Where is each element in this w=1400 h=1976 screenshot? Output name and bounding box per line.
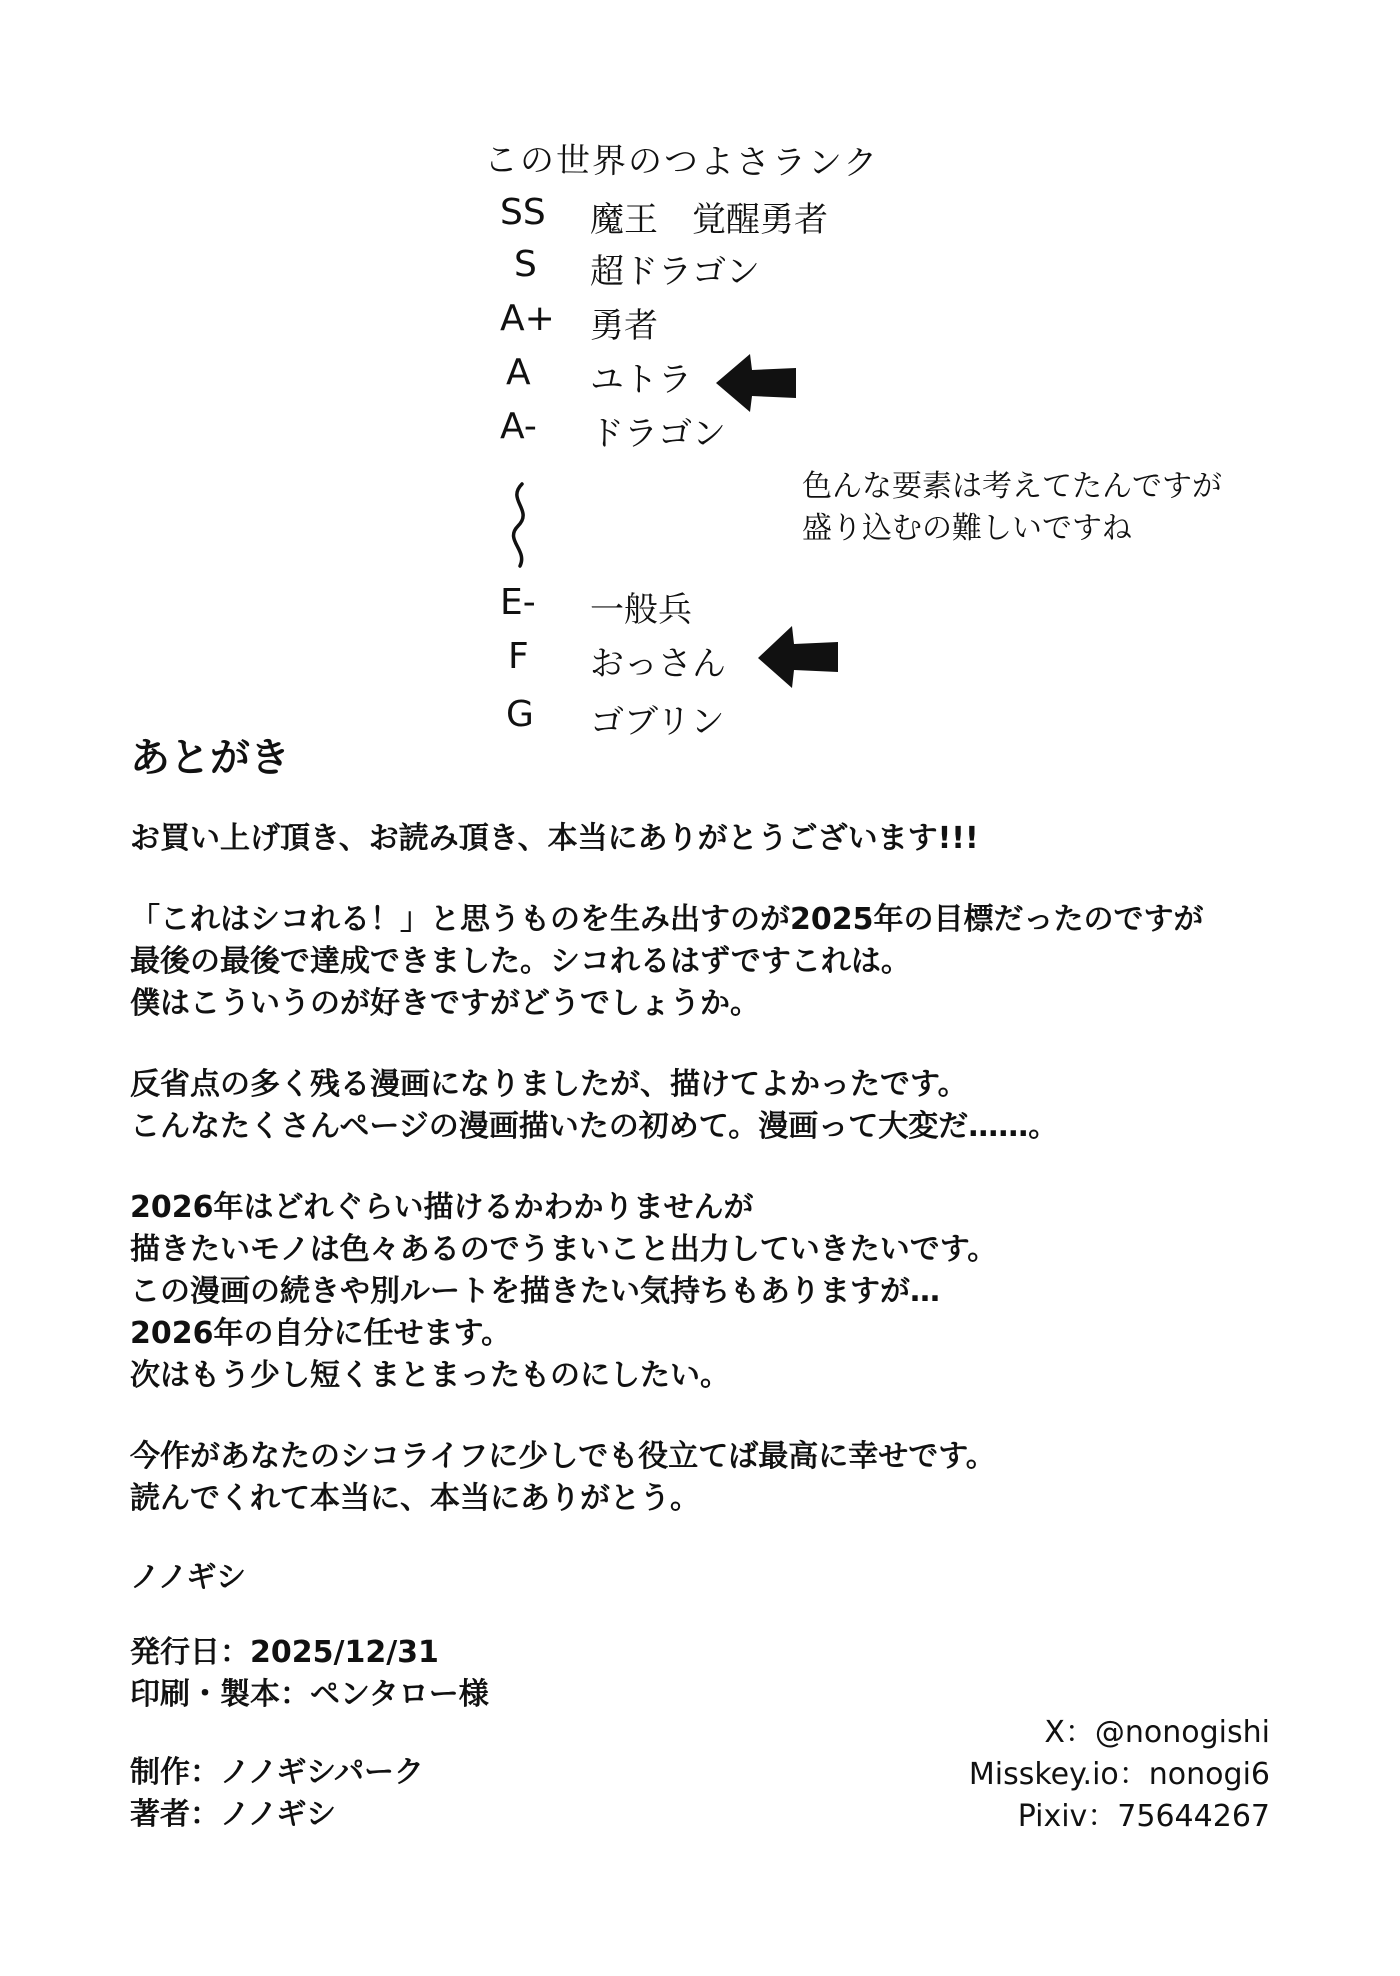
- paragraph-line: お買い上げ頂き、お読み頂き、本当にありがとうございます!!!: [130, 821, 979, 856]
- contact-x: X：@nonogishi: [1044, 1715, 1270, 1750]
- rank-name-primary: 魔王: [590, 200, 658, 240]
- production-credit: 制作：ノノギシパーク: [130, 1755, 424, 1790]
- rank-name: ドラゴン: [590, 414, 726, 454]
- paragraph-line: 読んでくれて本当に、本当にありがとう。: [130, 1481, 700, 1516]
- paragraph-line: 描きたいモノは色々あるのでうまいこと出力していきたいです。: [130, 1232, 998, 1267]
- rank-grade: F: [508, 636, 529, 677]
- paragraph-line: 今作があなたのシコライフに少しでも役立てば最高に幸せです。: [130, 1439, 996, 1474]
- rank-side-note: [802, 466, 1222, 550]
- paragraph-line: 2026年の自分に任せます。: [130, 1316, 512, 1351]
- paragraph-line: こんなたくさんページの漫画描いたの初めて。漫画って大変だ……。: [130, 1109, 1059, 1144]
- rank-grade: E-: [500, 582, 536, 623]
- issue-date: 発行日：2025/12/31: [130, 1635, 439, 1670]
- contact-pixiv: Pixiv：75644267: [1017, 1799, 1270, 1834]
- contact-list: [969, 1712, 1270, 1838]
- paragraph-line: 「これはシコれる！」と思うものを生み出すのが2025年の目標だったのですが: [130, 902, 1204, 937]
- squiggle-icon: [500, 480, 540, 570]
- note-line: 盛り込むの難しいですね: [802, 511, 1132, 546]
- paragraph-line: 次はもう少し短くまとまったものにしたい。: [130, 1358, 730, 1393]
- rank-grade: S: [514, 244, 537, 285]
- rank-name: 超ドラゴン: [590, 252, 760, 292]
- paragraph: [130, 818, 1310, 860]
- paragraph: [130, 899, 1310, 1025]
- author-credit: 著者：ノノギシ: [130, 1797, 337, 1832]
- arrow-left-icon: [712, 350, 798, 416]
- note-line: 色んな要素は考えてたんですが: [802, 469, 1222, 504]
- contact-misskey: Misskey.io：nonogi6: [968, 1757, 1270, 1792]
- rank-name: [590, 192, 828, 241]
- rank-grade: A+: [500, 298, 555, 339]
- colophon-publication: [130, 1632, 489, 1716]
- paragraph-line: この漫画の続きや別ルートを描きたい気持ちもありますが…: [130, 1274, 940, 1309]
- rank-name-secondary: 覚醒勇者: [692, 200, 828, 240]
- author-signature: ノノギシ: [130, 1560, 247, 1595]
- afterword-body: [130, 818, 1310, 1559]
- rank-grade: SS: [500, 192, 546, 233]
- rank-chart-title: この世界のつよさランク: [483, 140, 880, 184]
- rank-grade: A: [506, 352, 531, 393]
- rank-grade: A-: [500, 406, 537, 447]
- rank-grade: G: [506, 694, 534, 735]
- arrow-left-icon: [754, 622, 840, 692]
- paragraph-line: 2026年はどれぐらい描けるかわかりませんが: [130, 1190, 754, 1225]
- colophon-credits: [130, 1752, 424, 1836]
- rank-name: 一般兵: [590, 590, 692, 630]
- paragraph-line: 最後の最後で達成できました。シコれるはずですこれは。: [130, 944, 911, 979]
- printer: 印刷・製本：ペンタロー様: [130, 1677, 489, 1712]
- rank-name: ゴブリン: [590, 702, 725, 742]
- paragraph-line: 僕はこういうのが好きですがどうでしょうか。: [130, 986, 760, 1021]
- paragraph: [130, 1187, 1310, 1397]
- afterword-heading: あとがき: [130, 735, 290, 781]
- paragraph: [130, 1436, 1310, 1520]
- paragraph-line: 反省点の多く残る漫画になりましたが、描けてよかったです。: [130, 1067, 968, 1102]
- paragraph: [130, 1064, 1310, 1148]
- rank-name: おっさん: [590, 644, 726, 684]
- rank-name: 勇者: [590, 306, 658, 346]
- rank-name: ユトラ: [590, 360, 692, 400]
